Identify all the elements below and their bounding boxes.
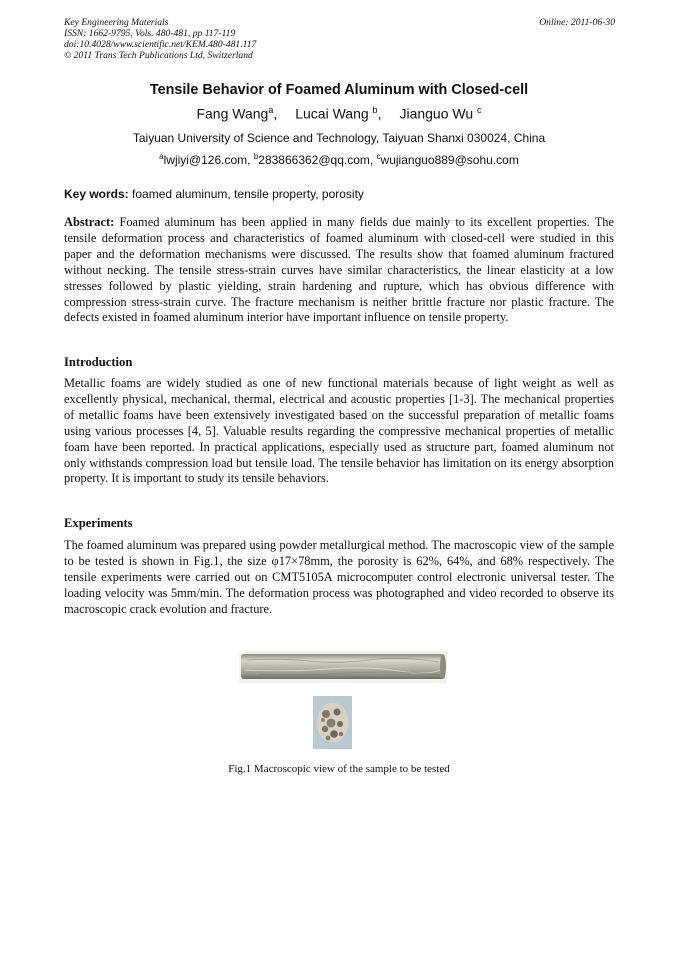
introduction-paragraph: Metallic foams are widely studied as one of new functional materials because of light weight as well as excellently physical, mechanical, thermal, electrical and acoustic properties [1-3]. The mechanical properties of metallic foams have been extensively investigated based on the successful preparation of metallic foams using various processes [4, 5]. Valuable results regarding the compressive mechanical properties of metallic foam have been reported. In practical applications, especially used as structure part, foamed aluminum not only withstands compression load but tensile load. The tensile behavior has limitation on its energy absorption property. It is important to study its tensile behaviors. — [64, 376, 614, 486]
figure-caption: Fig.1 Macroscopic view of the sample to be tested — [228, 763, 450, 775]
journal-issn: ISSN: 1662-9795, Vols. 480-481, pp 117-119 — [64, 28, 236, 39]
experiments-heading: Experiments — [64, 516, 133, 530]
online-date: Online: 2011-06-30 — [539, 17, 615, 28]
author-name: Jianguo Wu — [399, 105, 478, 122]
abstract-text: Foamed aluminum has been applied in many fields due mainly to its excellent properties. The tensile deformation process and characteristics of foamed aluminum with closed-cell were studied in this paper and the deformation mechanisms were discussed. The results show that foamed aluminum fractured without necking. The tensile stress-strain curves have similar characteristics, the linear elasticity at a low stresses followed by plastic yielding, strain hardening and rupture, which has obvious difference with compression stress-strain curve. The fracture mechanism is neither brittle fracture nor plastic fracture. The defects existed in foamed aluminum interior have important influence on tensile property. — [64, 215, 614, 325]
introduction-heading: Introduction — [64, 355, 133, 369]
keywords-label: Key words: — [64, 187, 129, 201]
journal-header — [64, 17, 256, 61]
paper-title: Tensile Behavior of Foamed Aluminum with Closed-cell — [149, 82, 529, 98]
author-name: Fang Wang — [196, 105, 269, 122]
author-list: Fang Wang$^a$, Lucai Wang $^b$, Jianguo Wu $^c$ — [196, 105, 482, 122]
keywords-text: foamed aluminum, tensile property, porosity — [128, 187, 364, 201]
author-superscript: b — [372, 105, 378, 115]
author-name: Lucai Wang — [295, 105, 373, 122]
journal-copyright: © 2011 Trans Tech Publications Ltd, Switzerland — [64, 50, 253, 61]
email-superscript: a — [159, 152, 164, 161]
keywords-line — [64, 187, 364, 201]
abstract-label: Abstract: — [64, 215, 115, 229]
email-address[interactable]: 283866362@qq.com, — [258, 153, 377, 167]
abstract-paragraph — [64, 215, 614, 326]
email-superscript: c — [376, 152, 381, 161]
email-list — [0, 152, 678, 167]
author-superscript: a — [268, 105, 274, 115]
journal-doi[interactable]: doi:10.4028/www.scientific.net/KEM.480-481.117 — [64, 39, 257, 50]
email-address[interactable]: lwjiyi@126.com, — [163, 153, 254, 167]
experiments-paragraph: The foamed aluminum was prepared using powder metallurgical method. The macroscopic view of the sample to be tested is shown in Fig.1, the size φ17×78mm, the porosity is 62%, 64%, and 68% respectively. The tensile experiments were carried out on CMT5105A microcomputer control electronic universal tester. The loading velocity was 5mm/min. The deformation process was photographed and video recorded to observe its macroscopic crack evolution and fracture. — [64, 538, 614, 616]
sample-cross-section-image — [313, 696, 352, 749]
affiliation: Taiyuan University of Science and Technology, Taiyuan Shanxi 030024, China — [132, 131, 546, 145]
journal-name: Key Engineering Materials — [64, 17, 169, 28]
email-superscript: b — [253, 152, 259, 161]
sample-rod-image — [239, 651, 447, 683]
email-address[interactable]: wujianguo889@sohu.com — [380, 153, 519, 167]
author-superscript: c — [477, 105, 482, 115]
